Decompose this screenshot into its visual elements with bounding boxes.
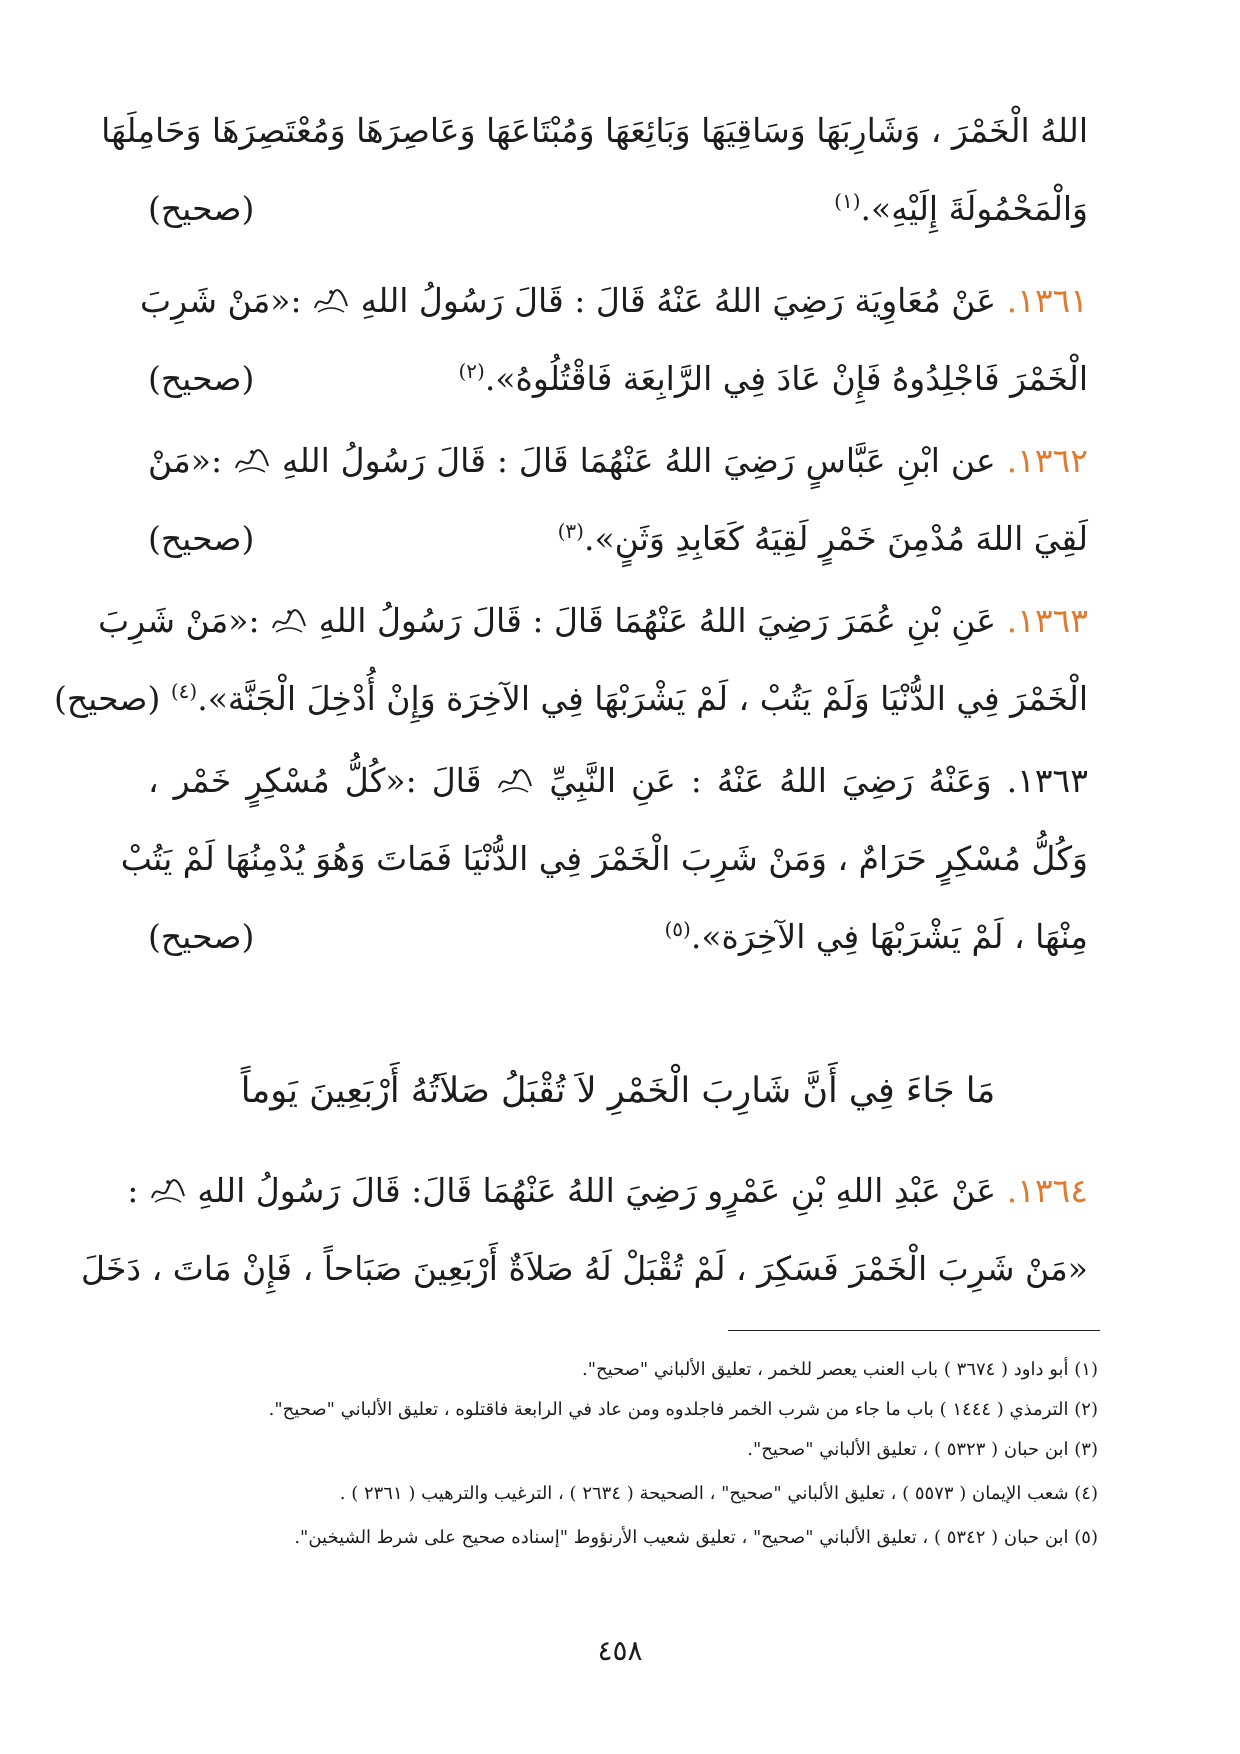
footnote-ref: (١) xyxy=(834,189,861,213)
text-line xyxy=(148,742,1088,820)
line-text: وَعَنْهُ رَضِيَ اللهُ عَنْهُ : عَنِ النَّبِيِّ xyxy=(549,761,992,800)
section-heading: مَا جَاءَ فِي أَنَّ شَارِبَ الْخَمْرِ لاَ تُقْبَلُ صَلاَتُهُ أَرْبَعِينَ يَوماً xyxy=(240,1071,996,1111)
footnote: (٤) شعب الإيمان ( ٥٥٧٣ ) ، تعليق الألباني "صحيح" ، الصحيحة ( ٢٦٣٤ ) ، الترغيب والترهيب ( ٢٣٦١ ) . xyxy=(339,1483,1098,1504)
line-text: الْخَمْرَ فِي الدُّنْيَا وَلَمْ يَتُبْ ، لَمْ يَشْرَبْهَا فِي الآخِرَة وَإِنْ أُدْخِلَ الْجَنَّة». xyxy=(197,679,1088,718)
footnote: (١) أبو داود ( ٣٦٧٤ ) باب العنب يعصر للخمر ، تعليق الألباني "صحيح". xyxy=(581,1359,1098,1380)
grade-label: (صحيح) xyxy=(54,679,161,718)
line-text: وَالْمَحْمُولَةَ إِلَيْهِ». xyxy=(860,189,1088,228)
footnote-ref: (٣) xyxy=(557,519,584,543)
hadith-paragraph xyxy=(140,262,1088,418)
text-line xyxy=(148,500,1088,578)
line-text: مِنْهَا ، لَمْ يَشْرَبْهَا فِي الآخِرَة». xyxy=(690,917,1088,956)
footnote-divider xyxy=(728,1330,1100,1331)
footnote-ref: (٤) xyxy=(170,679,198,703)
hadith-number: ١٣٦٣. xyxy=(1006,761,1088,800)
grade-label: (صحيح) xyxy=(148,519,255,558)
text-line xyxy=(140,262,1088,340)
line-text: اللهُ الْخَمْرَ ، وَشَارِبَهَا وَسَاقِيَهَا وَبَائِعَهَا وَمُبْتَاعَهَا وَعَاصِرَهَا وَمُعْتَصِرَهَا وَحَامِلَهَا xyxy=(101,111,1088,150)
line-text: لَقِيَ اللهَ مُدْمِنَ خَمْرٍ لَقِيَهُ كَعَابِدِ وَثَنٍ». xyxy=(583,519,1088,558)
text-line xyxy=(81,1230,1088,1308)
line-text: الْخَمْرَ فَاجْلِدُوهُ فَإِنْ عَادَ فِي الرَّابِعَة فَاقْتُلُوهُ». xyxy=(484,359,1088,398)
page-number: ٤٥٨ xyxy=(597,1634,643,1667)
footnote-ref: (٥) xyxy=(664,917,691,941)
line-text: :«مَنْ xyxy=(148,441,223,480)
salutation-icon xyxy=(233,446,271,476)
line-text: : xyxy=(127,1171,139,1210)
grade-label: (صحيح) xyxy=(148,917,255,956)
salutation-icon xyxy=(496,766,534,796)
footnote-ref: (٢) xyxy=(458,359,485,383)
hadith-paragraph xyxy=(120,742,1088,976)
salutation-icon xyxy=(270,606,308,636)
line-text: وَكُلُّ مُسْكِرٍ حَرَامٌ ، وَمَنْ شَرِبَ الْخَمْرَ فِي الدُّنْيَا فَمَاتَ وَهُوَ يُدْمِنُهَا لَمْ يَتُبْ xyxy=(120,839,1088,878)
hadith-number: ١٣٦٣. xyxy=(1006,601,1088,640)
salutation-icon xyxy=(312,286,350,316)
paragraph xyxy=(101,92,1088,248)
line-text: :«مَنْ شَرِبَ xyxy=(98,601,260,640)
line-text: :«مَنْ شَرِبَ xyxy=(140,281,302,320)
grade-label: (صحيح) xyxy=(148,189,255,228)
text-line xyxy=(98,582,1088,660)
text-line xyxy=(148,340,1088,418)
grade-label: (صحيح) xyxy=(148,359,255,398)
footnote: (٥) ابن حبان ( ٥٣٤٢ ) ، تعليق الألباني "صحيح" ، تعليق شعيب الأرنؤوط "إسناده صحيح على شرط الشيخين". xyxy=(294,1527,1098,1548)
text-line xyxy=(101,92,1088,170)
hadith-number: ١٣٦١. xyxy=(1006,281,1088,320)
line-text: قَالَ :«كُلُّ مُسْكِرٍ خَمْر ، xyxy=(148,761,482,800)
text-line xyxy=(148,422,1088,500)
line-text: «مَنْ شَرِبَ الْخَمْرَ فَسَكِرَ ، لَمْ تُقْبَلْ لَهُ صَلاَةٌ أَرْبَعِينَ صَبَاحاً ، فَإِنْ مَاتَ ، دَخَلَ xyxy=(81,1249,1088,1288)
footnote: (٣) ابن حبان ( ٥٣٢٣ ) ، تعليق الألباني "صحيح". xyxy=(747,1439,1098,1460)
line-text: عَنْ عَبْدِ اللهِ بْنِ عَمْرٍو رَضِيَ اللهُ عَنْهُمَا قَالَ: قَالَ رَسُولُ اللهِ xyxy=(197,1171,997,1210)
line-text: عَنْ مُعَاوِيَة رَضِيَ اللهُ عَنْهُ قَالَ : قَالَ رَسُولُ اللهِ xyxy=(360,281,997,320)
salutation-icon xyxy=(149,1176,187,1206)
hadith-paragraph xyxy=(148,422,1088,578)
text-line xyxy=(148,898,1088,976)
text-line xyxy=(148,170,1088,248)
line-text: عَنِ بْنِ عُمَرَ رَضِيَ اللهُ عَنْهُمَا قَالَ : قَالَ رَسُولُ اللهِ xyxy=(318,601,997,640)
hadith-number: ١٣٦٢. xyxy=(1006,441,1088,480)
hadith-number: ١٣٦٤. xyxy=(1006,1171,1088,1210)
hadith-paragraph xyxy=(81,1152,1088,1308)
text-line xyxy=(54,660,1088,738)
hadith-paragraph xyxy=(54,582,1088,738)
footnote: (٢) الترمذي ( ١٤٤٤ ) باب ما جاء من شرب الخمر فاجلدوه ومن عاد في الرابعة فاقتلوه ، تعليق الألباني "صحيح". xyxy=(268,1399,1098,1420)
line-text: عن ابْنِ عَبَّاسٍ رَضِيَ اللهُ عَنْهُمَا قَالَ : قَالَ رَسُولُ اللهِ xyxy=(281,441,996,480)
text-line xyxy=(120,820,1088,898)
text-line xyxy=(127,1152,1088,1230)
